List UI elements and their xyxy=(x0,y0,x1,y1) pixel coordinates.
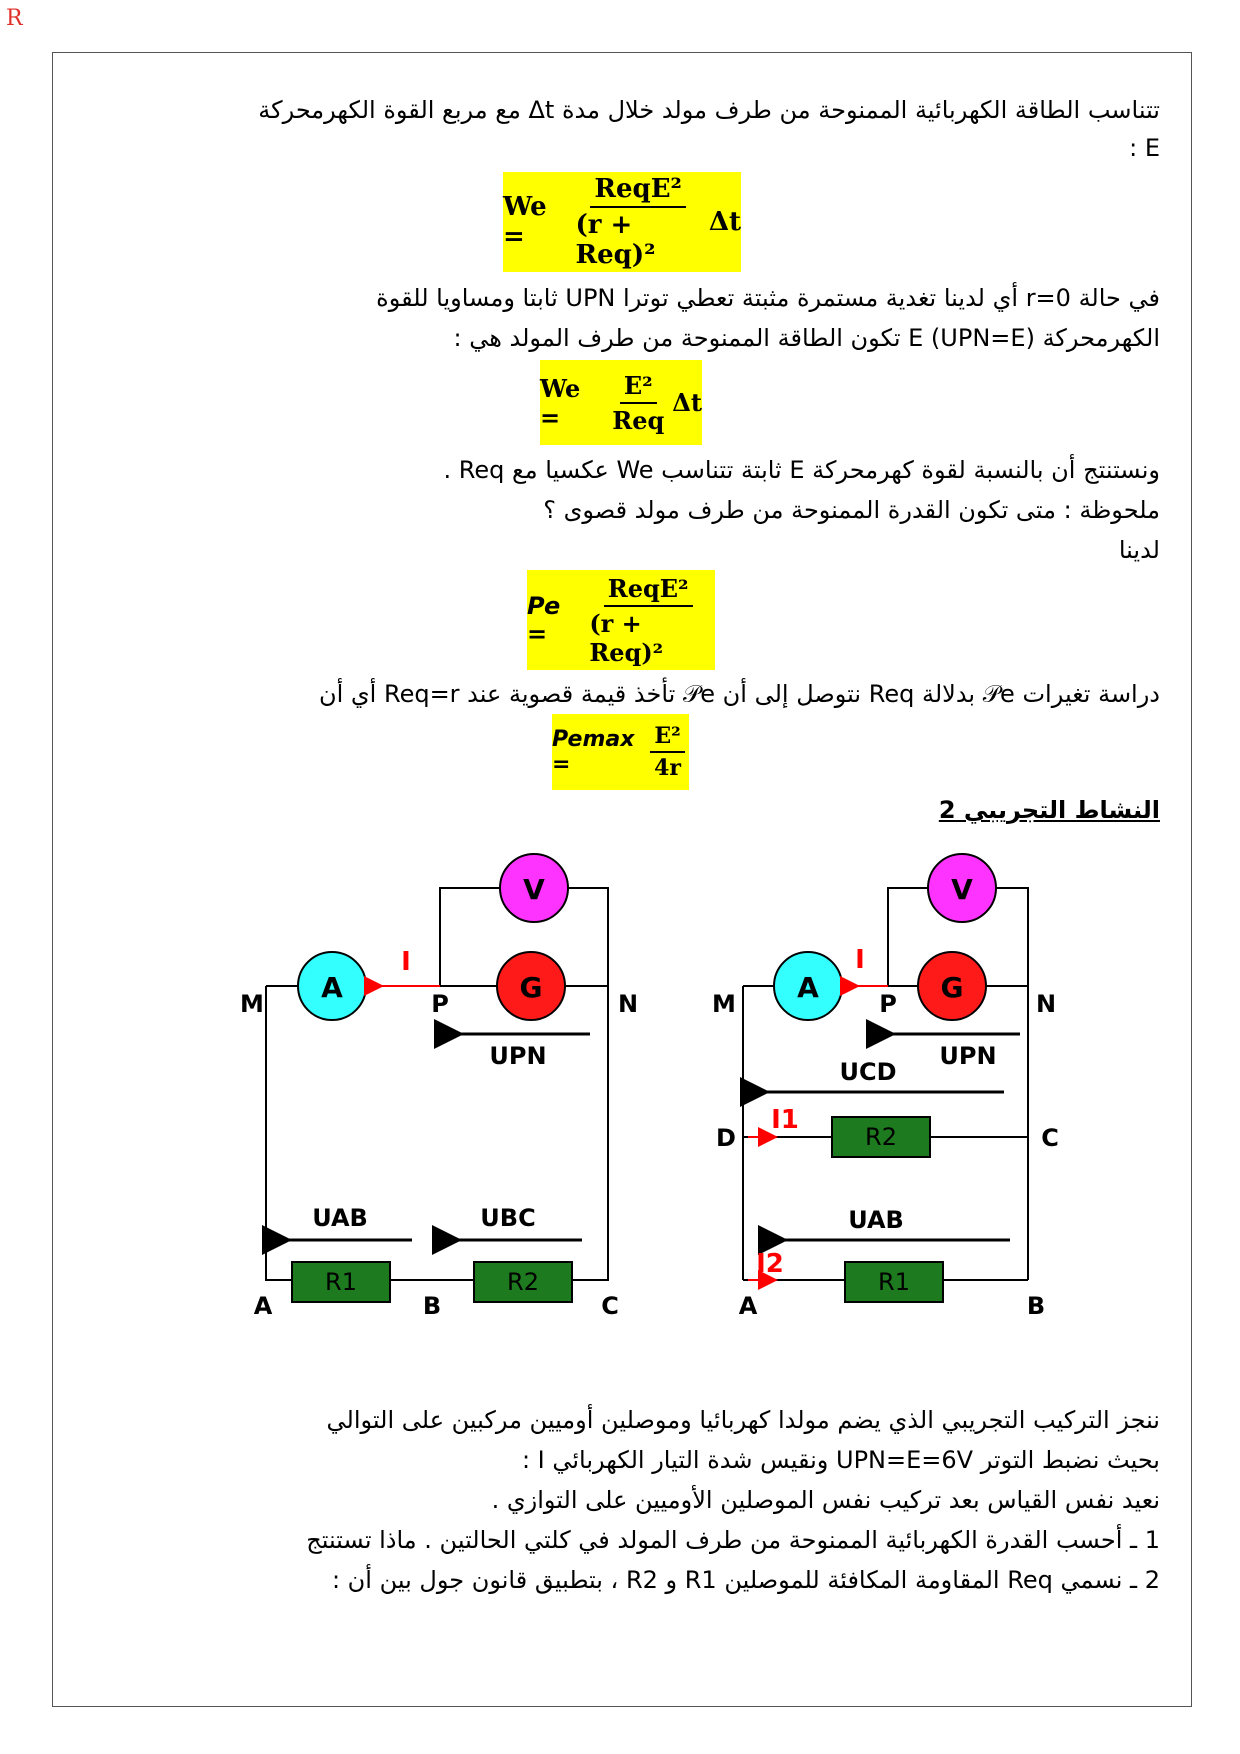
formula-we-general xyxy=(503,172,741,272)
node-right-c: C xyxy=(1041,1124,1059,1152)
formula-we-ideal xyxy=(540,360,702,445)
formula-pe-num: ReqE² xyxy=(604,574,693,607)
node-left-b: B xyxy=(422,1292,442,1320)
para1-line1: تتناسب الطاقة الكهربائية الممنوحة من طرف مولد خلال مدة Δt مع مربع القوة الكهرمحركة xyxy=(258,96,1160,124)
uab-right-label: UAB xyxy=(848,1206,904,1234)
formula-pemax xyxy=(552,714,689,790)
formula-we-general-den: (r + Req)² xyxy=(575,210,656,270)
formula-pemax-den: 4r xyxy=(654,755,681,781)
formula-we-general-lhs: We = xyxy=(503,192,547,252)
ammeter-right-label: A xyxy=(797,971,819,1004)
i2-right-label: I2 xyxy=(756,1249,784,1279)
formula-pe-den: (r + Req)² xyxy=(589,608,664,667)
formula-we-ideal-num: E² xyxy=(620,371,657,404)
node-right-b: B xyxy=(1026,1292,1046,1320)
circuits-diagram xyxy=(0,850,1240,1330)
resistor-r2-left-label: R2 xyxy=(507,1268,539,1296)
ammeter-left-label: A xyxy=(321,971,343,1004)
ucd-right-label: UCD xyxy=(839,1058,897,1086)
para1-line2: : E xyxy=(1129,134,1160,162)
node-right-d: D xyxy=(716,1124,736,1152)
formula-pemax-fraction xyxy=(650,723,685,781)
formula-we-general-num: ReqE² xyxy=(590,174,686,208)
formula-we-ideal-rhs: Δt xyxy=(672,388,702,417)
para2-line1: في حالة r=0 أي لدينا تغدية مستمرة مثبتة تعطي توترا UPN ثابتا ومساويا للقوة xyxy=(376,284,1160,312)
formula-we-general-rhs: Δt xyxy=(708,207,741,237)
wire-left-side xyxy=(266,986,292,1280)
wire-left-v2 xyxy=(568,888,608,1280)
node-left-p: P xyxy=(431,990,449,1018)
resistor-r1-left-label: R1 xyxy=(325,1268,357,1296)
node-right-p: P xyxy=(879,990,897,1018)
generator-right-label: G xyxy=(940,971,964,1004)
current-left-label: I xyxy=(401,947,411,977)
node-right-m: M xyxy=(712,990,736,1018)
ubc-left-label: UBC xyxy=(480,1204,536,1232)
node-left-n: N xyxy=(617,990,639,1018)
para5-line1: ننجز التركيب التجريبي الذي يضم مولدا كهربائيا وموصلين أوميين مركبين على التوالي xyxy=(326,1406,1160,1434)
current-right-label: I xyxy=(855,945,865,975)
voltmeter-left-label: V xyxy=(523,873,545,906)
formula-pe-fraction xyxy=(585,574,711,667)
node-left-m: M xyxy=(240,990,264,1018)
formula-we-ideal-den: Req xyxy=(612,405,665,435)
wire-right-v2 xyxy=(996,888,1028,1280)
formula-pemax-lhs: Pemax = xyxy=(552,727,635,777)
wire-left-v1 xyxy=(440,888,500,986)
para5-line3: نعيد نفس القياس بعد تركيب نفس الموصلين الأوميين على التوازي . xyxy=(491,1486,1160,1514)
node-left-a: A xyxy=(253,1292,273,1320)
generator-left-label: G xyxy=(519,971,543,1004)
voltmeter-right-label: V xyxy=(951,873,973,906)
para3-line3: لدينا xyxy=(1118,536,1160,564)
formula-pe-lhs: Pe = xyxy=(527,592,561,648)
corner-mark: R xyxy=(6,6,23,31)
formula-we-general-fraction xyxy=(572,174,705,270)
upn-right-label: UPN xyxy=(939,1042,997,1070)
uab-left-label: UAB xyxy=(312,1204,368,1232)
node-right-n: N xyxy=(1035,990,1057,1018)
para5-line5: 2 ـ نسمي Req المقاومة المكافئة للموصلين R1 و R2 ، بتطبيق قانون جول بين أن : xyxy=(331,1566,1160,1594)
para4-line1: دراسة تغيرات 𝒫e بدلالة Req نتوصل إلى أن 𝒫e تأخذ قيمة قصوية عند Req=r أي أن xyxy=(318,680,1160,708)
para3-line1: ونستنتج أن بالنسبة لقوة كهرمحركة E ثابتة تتناسب We عكسيا مع Req . xyxy=(443,456,1160,484)
formula-pemax-num: E² xyxy=(650,723,684,753)
para2-line2: الكهرمحركة E (UPN=E) تكون الطاقة الممنوحة من طرف المولد هي : xyxy=(453,324,1160,352)
formula-pe xyxy=(527,570,715,670)
resistor-r1-right-label: R1 xyxy=(878,1268,910,1296)
para5-line4: 1 ـ أحسب القدرة الكهربائية الممنوحة من طرف المولد في كلتي الحالتين . ماذا تستنتج xyxy=(306,1526,1160,1554)
node-left-c: C xyxy=(601,1292,619,1320)
activity-title: النشاط التجريبي 2 xyxy=(938,796,1160,824)
formula-we-ideal-lhs: We = xyxy=(540,373,581,432)
node-right-a: A xyxy=(738,1292,758,1320)
para5-line2: بحيث نضبط التوتر UPN=E=6V ونقيس شدة التيار الكهربائي I : xyxy=(521,1446,1160,1474)
i1-right-label: I1 xyxy=(771,1105,799,1135)
formula-we-ideal-fraction xyxy=(608,371,668,435)
upn-left-label: UPN xyxy=(489,1042,547,1070)
para3-line2: ملحوظة : متى تكون القدرة الممنوحة من طرف مولد قصوى ؟ xyxy=(543,496,1160,524)
resistor-r2-right-label: R2 xyxy=(865,1123,897,1151)
